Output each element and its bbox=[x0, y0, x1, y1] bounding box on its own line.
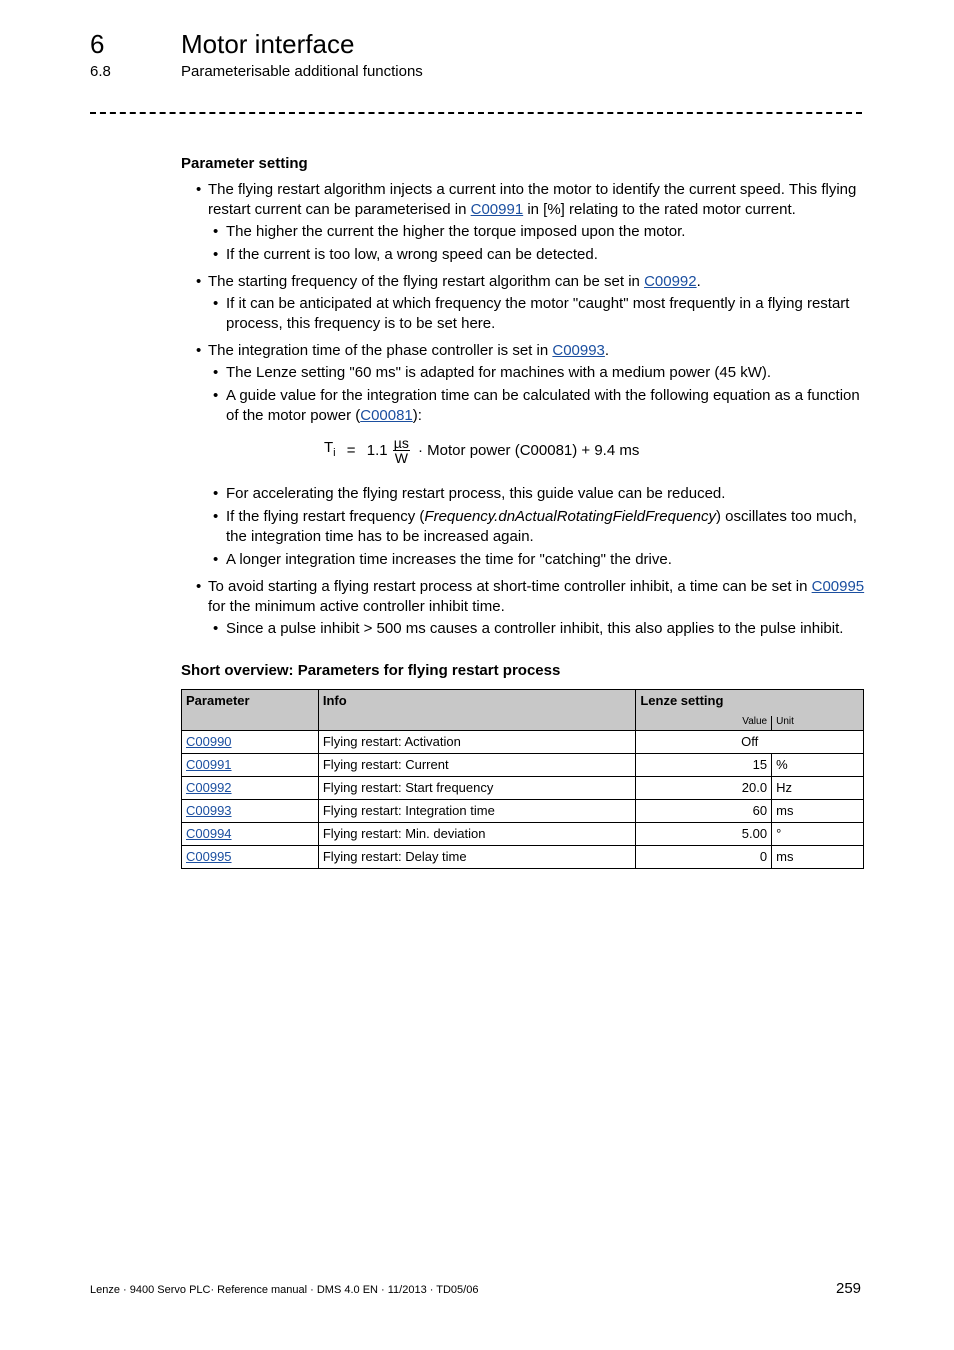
sub-list-item: • If it can be anticipated at which frequency the motor "caught" most frequently in a flying restart process, this frequency is to be set here. bbox=[208, 294, 871, 334]
bullet-text: The integration time of the phase controller is set in bbox=[208, 342, 553, 359]
table-row bbox=[182, 846, 864, 869]
table-cell-info: Flying restart: Delay time bbox=[318, 846, 635, 869]
chapter-number: 6 bbox=[90, 29, 105, 59]
sub-list bbox=[208, 363, 871, 570]
column-header-value: Value bbox=[636, 716, 772, 731]
param-link[interactable]: C00991 bbox=[186, 757, 232, 772]
table-row bbox=[182, 800, 864, 823]
table-cell-info: Flying restart: Min. deviation bbox=[318, 823, 635, 846]
table-row bbox=[182, 731, 864, 754]
parameter-table bbox=[181, 689, 864, 869]
table-cell-info: Flying restart: Activation bbox=[318, 731, 635, 754]
sub-list bbox=[208, 619, 871, 639]
list-item bbox=[181, 341, 871, 570]
bullet-text: The starting frequency of the flying restart algorithm can be set in bbox=[208, 273, 645, 290]
table-cell-info: Flying restart: Integration time bbox=[318, 800, 635, 823]
section-number: 6.8 bbox=[90, 63, 111, 80]
table-cell-info: Flying restart: Current bbox=[318, 754, 635, 777]
column-header-parameter: Parameter bbox=[182, 690, 319, 731]
formula-lhs: $T_i$ bbox=[324, 439, 336, 459]
link-c00992[interactable]: C00992 bbox=[644, 273, 697, 290]
table-cell-info: Flying restart: Start frequency bbox=[318, 777, 635, 800]
param-link[interactable]: C00995 bbox=[186, 849, 232, 864]
table-cell-unit: ms bbox=[772, 846, 864, 869]
formula-rhs: · Motor power (C00081) + 9.4 ms bbox=[418, 441, 640, 459]
sub-list-item bbox=[208, 386, 871, 470]
column-header-unit: Unit bbox=[772, 716, 864, 731]
formula-numerator: µs bbox=[393, 435, 409, 451]
sub-text: A guide value for the integration time can be calculated with the following equation as a function of the motor power ( bbox=[226, 387, 860, 424]
link-c00081[interactable]: C00081 bbox=[360, 407, 413, 424]
sub-text: If the flying restart frequency ( bbox=[226, 508, 425, 525]
bullet-text: . bbox=[604, 342, 610, 359]
section-title: Parameterisable additional functions bbox=[181, 63, 423, 80]
sub-list-item: • Since a pulse inhibit > 500 ms causes a controller inhibit, this also applies to the pulse inhibit. bbox=[208, 619, 871, 639]
sub-list-item bbox=[208, 507, 871, 547]
code-identifier: Frequency.dnActualRotatingFieldFrequency bbox=[424, 508, 716, 525]
page-number: 259 bbox=[836, 1280, 862, 1297]
header-divider bbox=[90, 112, 862, 114]
bullet-text: in [%] relating to the rated motor current. bbox=[523, 201, 796, 218]
link-c00995[interactable]: C00995 bbox=[811, 578, 865, 595]
sub-list-item: • For accelerating the flying restart process, this guide value can be reduced. bbox=[208, 484, 871, 504]
heading-short-overview: Short overview: Parameters for flying restart process bbox=[181, 662, 561, 679]
param-link[interactable]: C00990 bbox=[186, 734, 232, 749]
table-cell-value: 20.0 bbox=[636, 777, 772, 800]
table-cell-unit: ms bbox=[772, 800, 864, 823]
list-item bbox=[181, 272, 871, 334]
main-content bbox=[181, 152, 871, 681]
sub-list-item: • A longer integration time increases the time for "catching" the drive. bbox=[208, 550, 871, 570]
footer-text: Lenze · 9400 Servo PLC· Reference manual · DMS 4.0 EN · 11/2013 · TD05/06 bbox=[90, 1284, 479, 1296]
formula-equals: = bbox=[346, 441, 356, 459]
formula-coefficient: 1.1 bbox=[366, 441, 388, 459]
table-row bbox=[182, 823, 864, 846]
bullet-text: To avoid starting a flying restart process at short-time controller inhibit, a time can be set in bbox=[208, 578, 812, 595]
table-cell-value: 0 bbox=[636, 846, 772, 869]
table-cell-value: 5.00 bbox=[636, 823, 772, 846]
table-cell-value: 15 bbox=[636, 754, 772, 777]
param-link[interactable]: C00994 bbox=[186, 826, 232, 841]
sub-text: ) oscillates too much, the integration time has to be increased again. bbox=[226, 508, 857, 545]
sub-list bbox=[208, 294, 871, 334]
formula-fraction bbox=[393, 436, 410, 465]
table-cell-unit: Hz bbox=[772, 777, 864, 800]
bullet-text: . bbox=[696, 273, 701, 290]
formula-denominator: W bbox=[394, 450, 408, 466]
sub-list bbox=[208, 222, 871, 265]
integration-time-formula bbox=[324, 436, 871, 470]
param-link[interactable]: C00992 bbox=[186, 780, 232, 795]
link-c00991[interactable]: C00991 bbox=[470, 201, 524, 218]
heading-parameter-setting: Parameter setting bbox=[181, 155, 308, 172]
table-row bbox=[182, 777, 864, 800]
sub-list-item: • The higher the current the higher the torque imposed upon the motor. bbox=[208, 222, 871, 242]
bullet-text: for the minimum active controller inhibit time. bbox=[208, 598, 505, 615]
table-row bbox=[182, 754, 864, 777]
bullet-text: The flying restart algorithm injects a current into the motor to identify the current speed. This flying restart current can be parameterised in bbox=[208, 181, 857, 218]
sub-list-item: • If the current is too low, a wrong speed can be detected. bbox=[208, 245, 871, 265]
table-cell-value: Off bbox=[636, 731, 864, 754]
sub-text: ): bbox=[412, 407, 422, 424]
link-c00993[interactable]: C00993 bbox=[552, 342, 605, 359]
list-item bbox=[181, 180, 871, 265]
column-header-info: Info bbox=[318, 690, 635, 731]
table-cell-value: 60 bbox=[636, 800, 772, 823]
list-item bbox=[181, 577, 871, 639]
formula-subscript: i bbox=[333, 447, 336, 459]
param-link[interactable]: C00993 bbox=[186, 803, 232, 818]
chapter-title: Motor interface bbox=[181, 29, 355, 59]
table-cell-unit: % bbox=[772, 754, 864, 777]
column-header-lenze-setting: Lenze setting bbox=[636, 690, 864, 717]
table-cell-unit: ° bbox=[772, 823, 864, 846]
bullet-list bbox=[181, 180, 871, 639]
sub-list-item: • The Lenze setting "60 ms" is adapted for machines with a medium power (45 kW). bbox=[208, 363, 871, 383]
